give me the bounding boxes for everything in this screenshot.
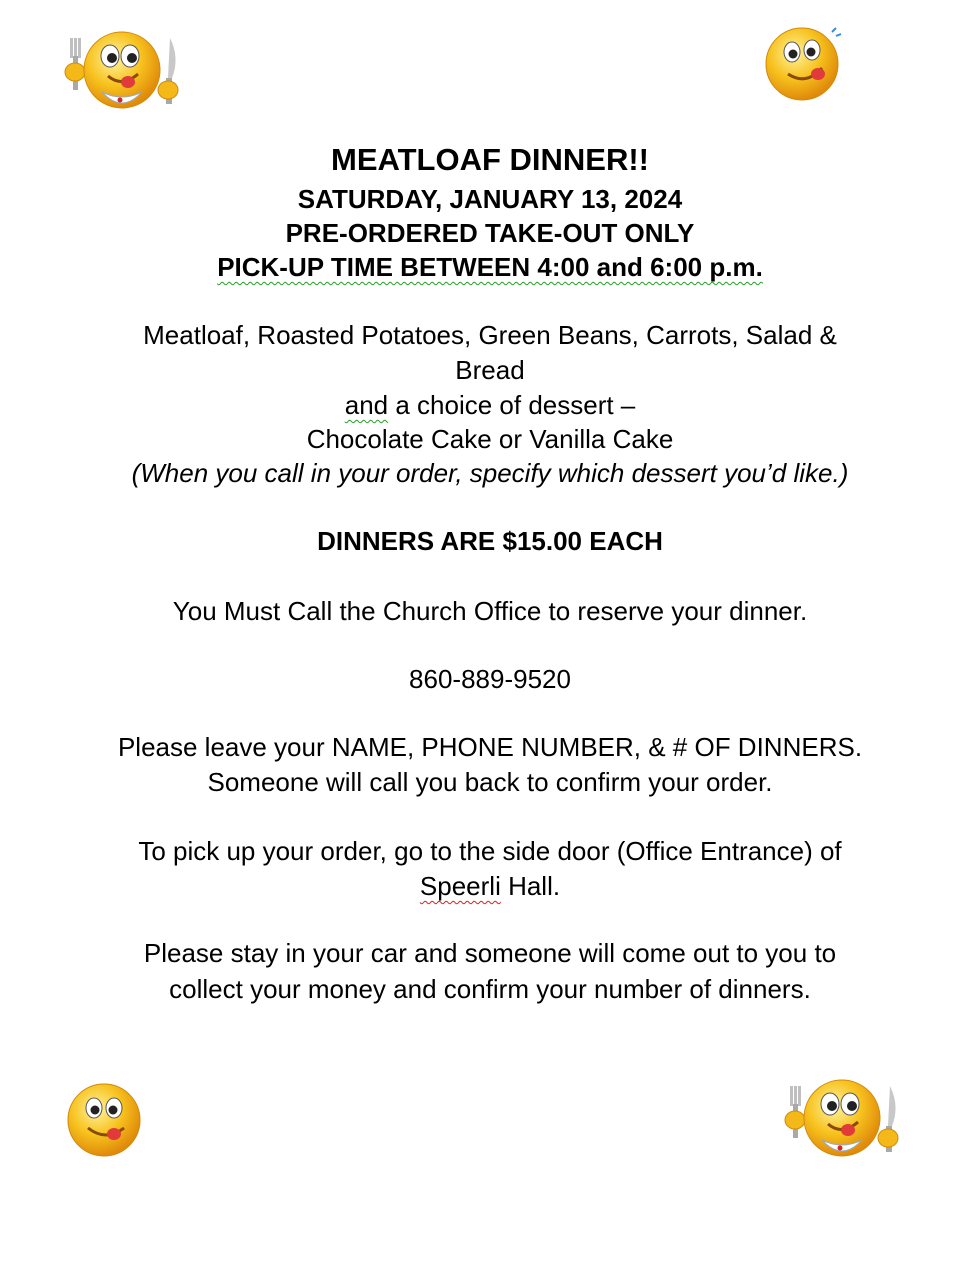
hall-name: Speerli <box>419 871 501 901</box>
menu-line-3-rest: a choice of dessert – <box>388 390 636 420</box>
pickup-time-text: PICK-UP TIME BETWEEN 4:00 and 6:00 p.m. <box>217 252 763 282</box>
price: DINNERS ARE $15.00 EACH <box>317 526 663 556</box>
menu-line-3 <box>40 390 940 421</box>
dessert-note: (When you call in your order, specify which dessert you’d like.) <box>131 458 849 488</box>
pickup-directions-line-1: To pick up your order, go to the side door (Office Entrance) of <box>138 836 842 866</box>
call-instruction: You Must Call the Church Office to reserve your dinner. <box>172 596 808 626</box>
hall-rest: Hall. <box>500 871 561 901</box>
stay-in-car-line-2: collect your money and confirm your number of dinners. <box>169 974 811 1004</box>
yummy-emoji-icon <box>762 22 844 102</box>
menu-and-word: and <box>344 390 389 420</box>
flyer-title: MEATLOAF DINNER!! <box>331 142 649 177</box>
callback-note: Someone will call you back to confirm your order. <box>207 767 773 797</box>
pickup-directions-line-2 <box>40 871 940 902</box>
leave-info: Please leave your NAME, PHONE NUMBER, & # OF DINNERS. <box>117 732 863 762</box>
yummy-emoji-icon <box>64 1078 146 1158</box>
menu-line-1: Meatloaf, Roasted Potatoes, Green Beans, Carrots, Salad & <box>143 320 837 350</box>
pickup-time <box>40 252 940 283</box>
event-date: SATURDAY, JANUARY 13, 2024 <box>297 184 683 214</box>
menu-line-4: Chocolate Cake or Vanilla Cake <box>306 424 674 454</box>
order-type: PRE-ORDERED TAKE-OUT ONLY <box>285 218 695 248</box>
stay-in-car-line-1: Please stay in your car and someone will come out to you to <box>143 938 837 968</box>
hungry-emoji-fork-knife-icon <box>58 28 186 114</box>
hungry-emoji-fork-knife-icon <box>778 1076 906 1162</box>
phone-number: 860-889-9520 <box>409 664 571 694</box>
menu-line-2: Bread <box>455 355 525 385</box>
